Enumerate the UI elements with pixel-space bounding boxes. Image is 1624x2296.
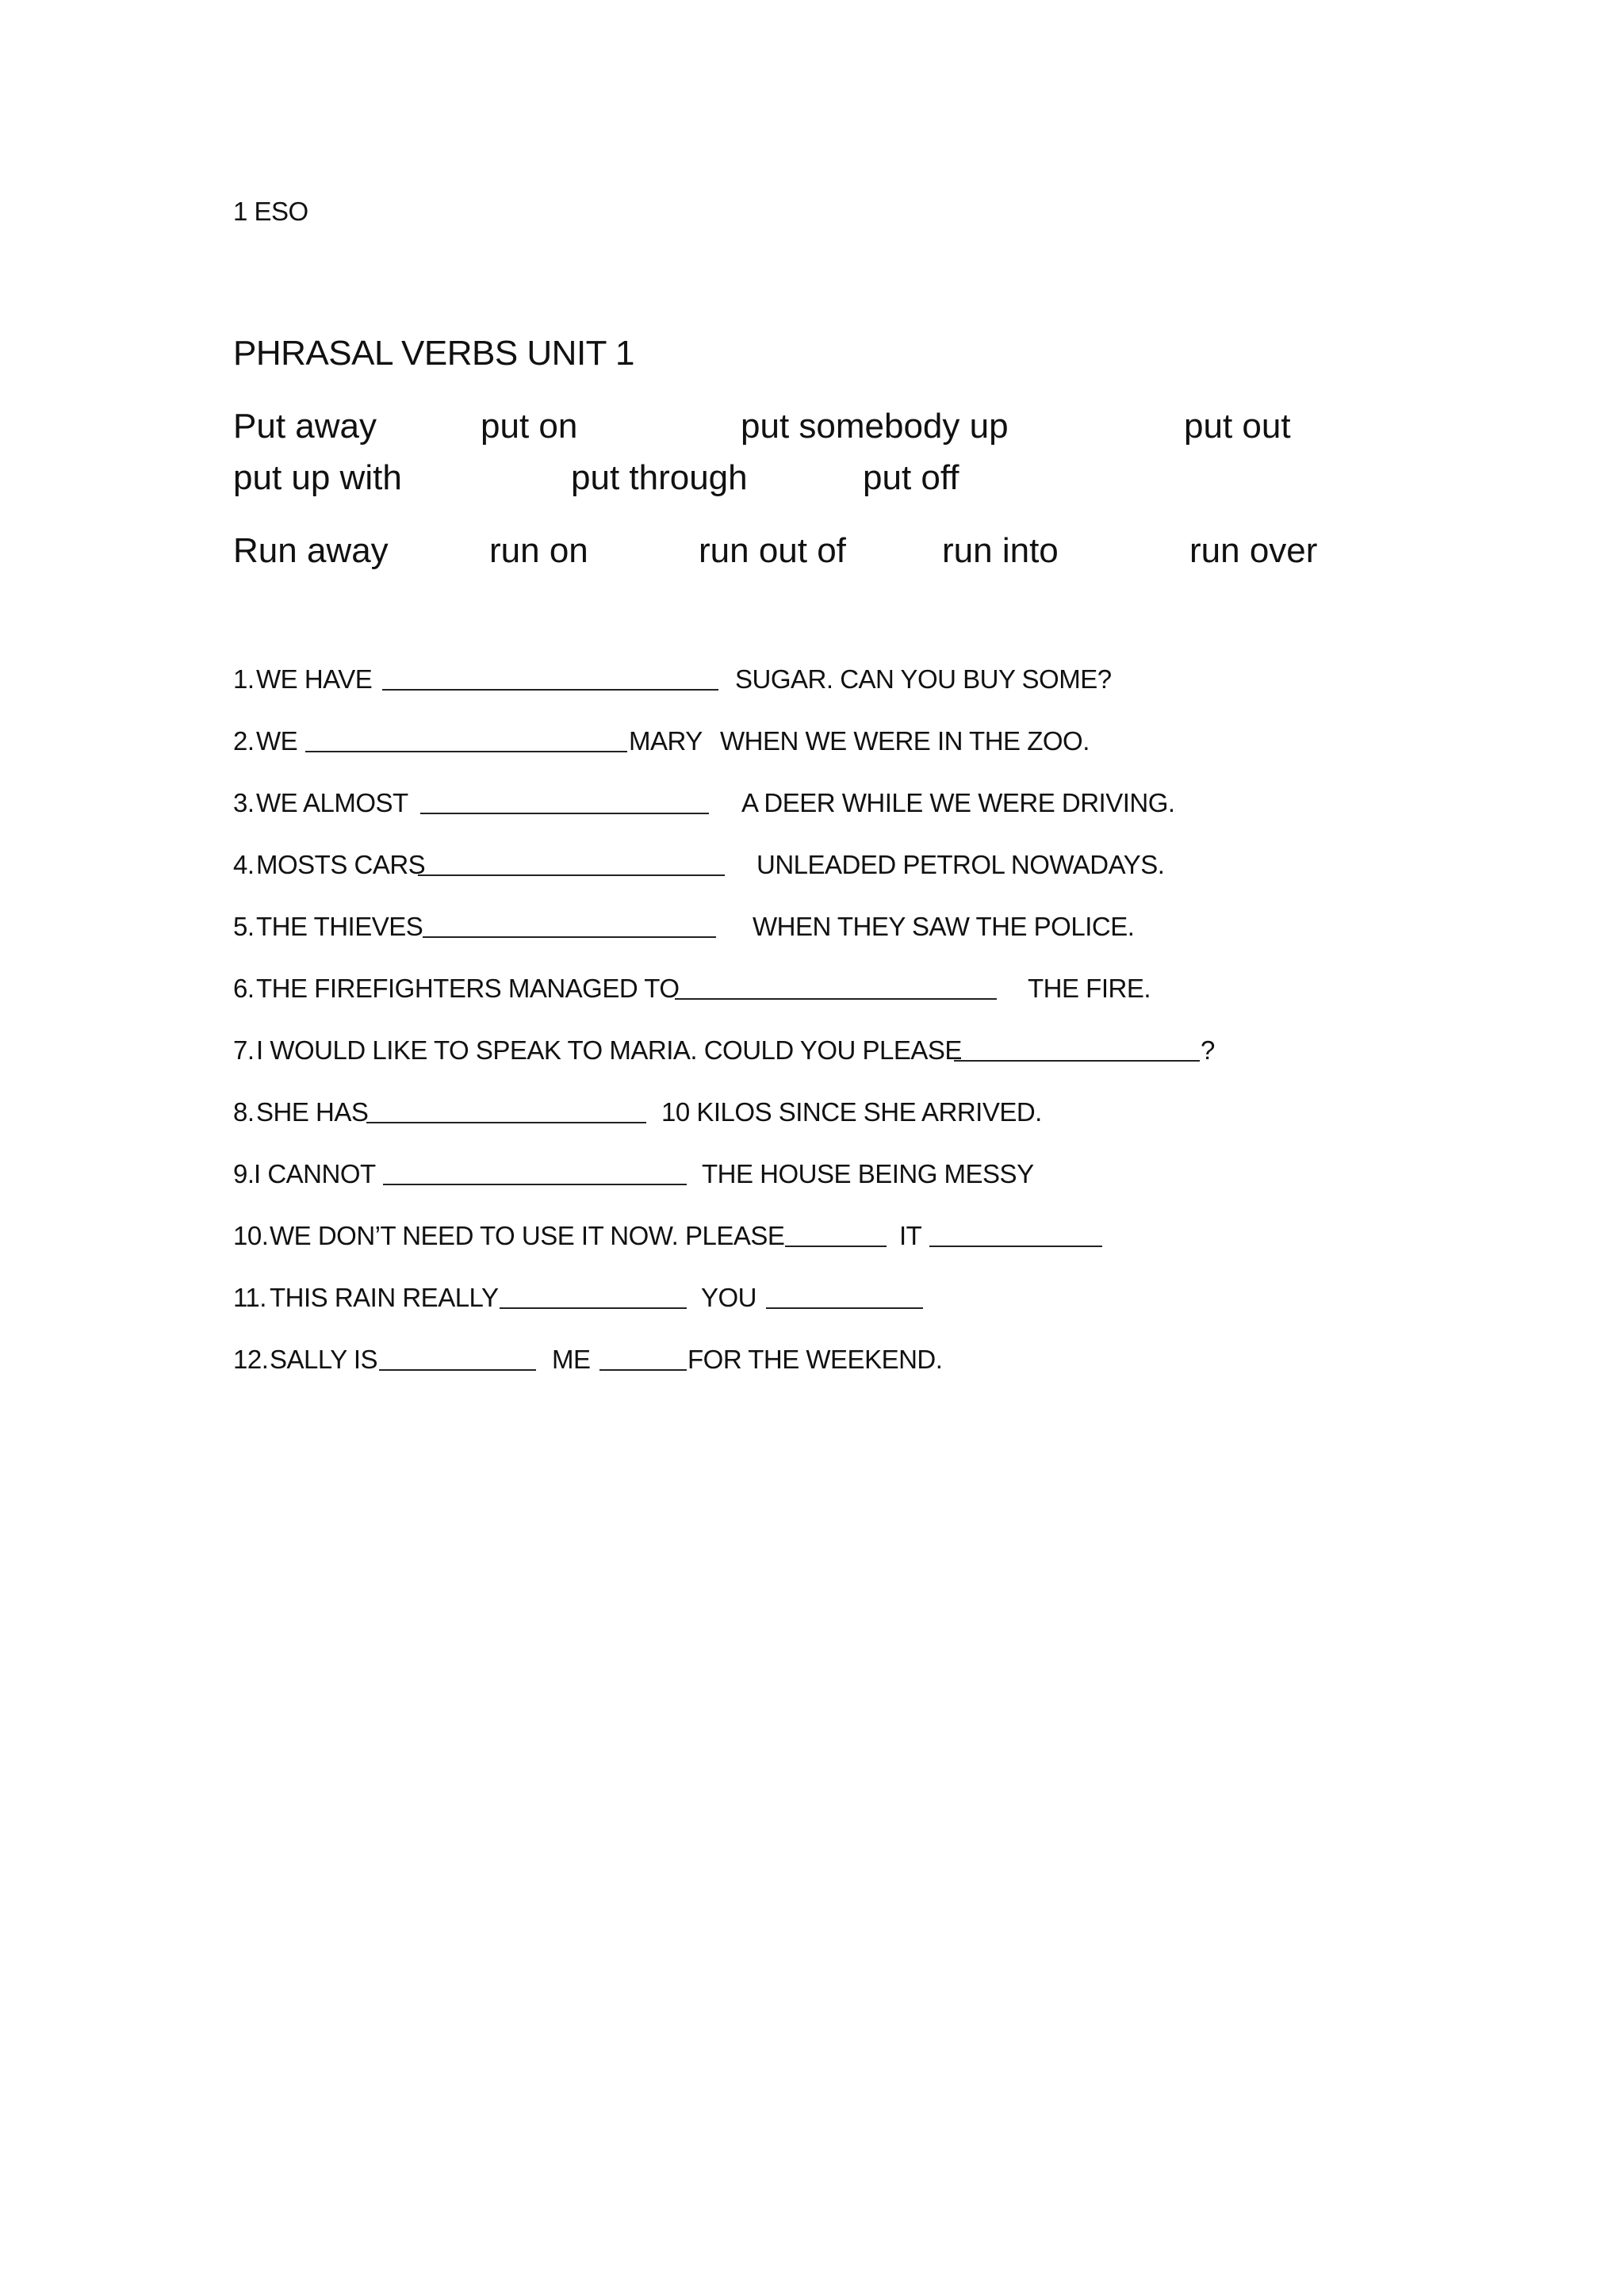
exercise-number: 6. (233, 974, 255, 1003)
word-bank-item: put through (571, 458, 748, 497)
exercise-number: 7. (233, 1035, 255, 1065)
exercise-text: UNLEADED PETROL NOWADAYS. (756, 850, 1165, 879)
answer-blank[interactable] (418, 874, 725, 876)
exercise-number: 12. (233, 1345, 269, 1374)
answer-blank[interactable] (420, 813, 709, 814)
exercise-text: YOU (701, 1283, 757, 1312)
answer-blank[interactable] (785, 1246, 887, 1247)
exercise-text: IT (899, 1221, 922, 1250)
answer-blank[interactable] (929, 1246, 1102, 1247)
word-bank-item: put out (1184, 407, 1291, 446)
word-bank-item: Run away (233, 531, 389, 570)
word-bank-item: run over (1189, 531, 1318, 570)
word-bank-item: put on (481, 407, 578, 446)
answer-blank[interactable] (366, 1122, 646, 1123)
answer-blank[interactable] (379, 1369, 536, 1371)
exercise-text: 10 KILOS SINCE SHE ARRIVED. (661, 1097, 1042, 1127)
exercise-text: WE HAVE (256, 664, 373, 694)
exercise-text: THE THIEVES (256, 912, 423, 941)
exercise-number: 3. (233, 788, 255, 817)
word-bank-item: run into (942, 531, 1059, 570)
answer-blank[interactable] (599, 1369, 687, 1371)
exercise-text: SUGAR. CAN YOU BUY SOME? (735, 664, 1112, 694)
exercise-text: WE ALMOST (256, 788, 408, 817)
exercise-number: 2. (233, 726, 255, 756)
word-bank-item: run out of (699, 531, 846, 570)
word-bank-item: put up with (233, 458, 402, 497)
answer-blank[interactable] (423, 936, 716, 938)
answer-blank[interactable] (500, 1307, 687, 1309)
exercise-text: SHE HAS (256, 1097, 369, 1127)
word-bank-item: put somebody up (741, 407, 1009, 446)
exercise-number: 4. (233, 850, 255, 879)
exercise-text: SALLY IS (270, 1345, 378, 1374)
word-bank-item: Put away (233, 407, 377, 446)
word-bank-item: put off (863, 458, 959, 497)
word-bank-item: run on (489, 531, 588, 570)
exercise-number: 9. (233, 1159, 255, 1188)
exercise-text: ? (1201, 1035, 1215, 1065)
exercise-number: 1. (233, 664, 255, 694)
answer-blank[interactable] (305, 751, 627, 752)
exercise-number: 11. (233, 1283, 266, 1312)
exercise-number: 8. (233, 1097, 255, 1127)
exercise-text: THIS RAIN REALLY (270, 1283, 499, 1312)
page-title: PHRASAL VERBS UNIT 1 (233, 334, 634, 373)
exercise-text: ME (552, 1345, 591, 1374)
exercise-text: I CANNOT (254, 1159, 376, 1188)
exercise-text: A DEER WHILE WE WERE DRIVING. (741, 788, 1175, 817)
exercise-text: THE HOUSE BEING MESSY (702, 1159, 1034, 1188)
exercise-text: WHEN THEY SAW THE POLICE. (753, 912, 1135, 941)
exercise-text: FOR THE WEEKEND. (688, 1345, 943, 1374)
answer-blank[interactable] (954, 1060, 1200, 1062)
answer-blank[interactable] (383, 1184, 687, 1185)
exercise-text: THE FIREFIGHTERS MANAGED TO (256, 974, 680, 1003)
course-label: 1 ESO (233, 197, 308, 226)
exercise-number: 10. (233, 1221, 269, 1250)
exercise-number: 5. (233, 912, 255, 941)
exercise-text: WHEN WE WERE IN THE ZOO. (720, 726, 1090, 756)
exercise-text: MOSTS CARS (256, 850, 426, 879)
exercise-text: MARY (629, 726, 703, 756)
exercise-text: I WOULD LIKE TO SPEAK TO MARIA. COULD YOU PLEASE (256, 1035, 962, 1065)
answer-blank[interactable] (766, 1307, 923, 1309)
exercise-text: WE DON’T NEED TO USE IT NOW. PLEASE (270, 1221, 785, 1250)
exercise-text: WE (256, 726, 298, 756)
answer-blank[interactable] (382, 689, 718, 691)
exercise-text: THE FIRE. (1028, 974, 1151, 1003)
answer-blank[interactable] (675, 998, 997, 1000)
